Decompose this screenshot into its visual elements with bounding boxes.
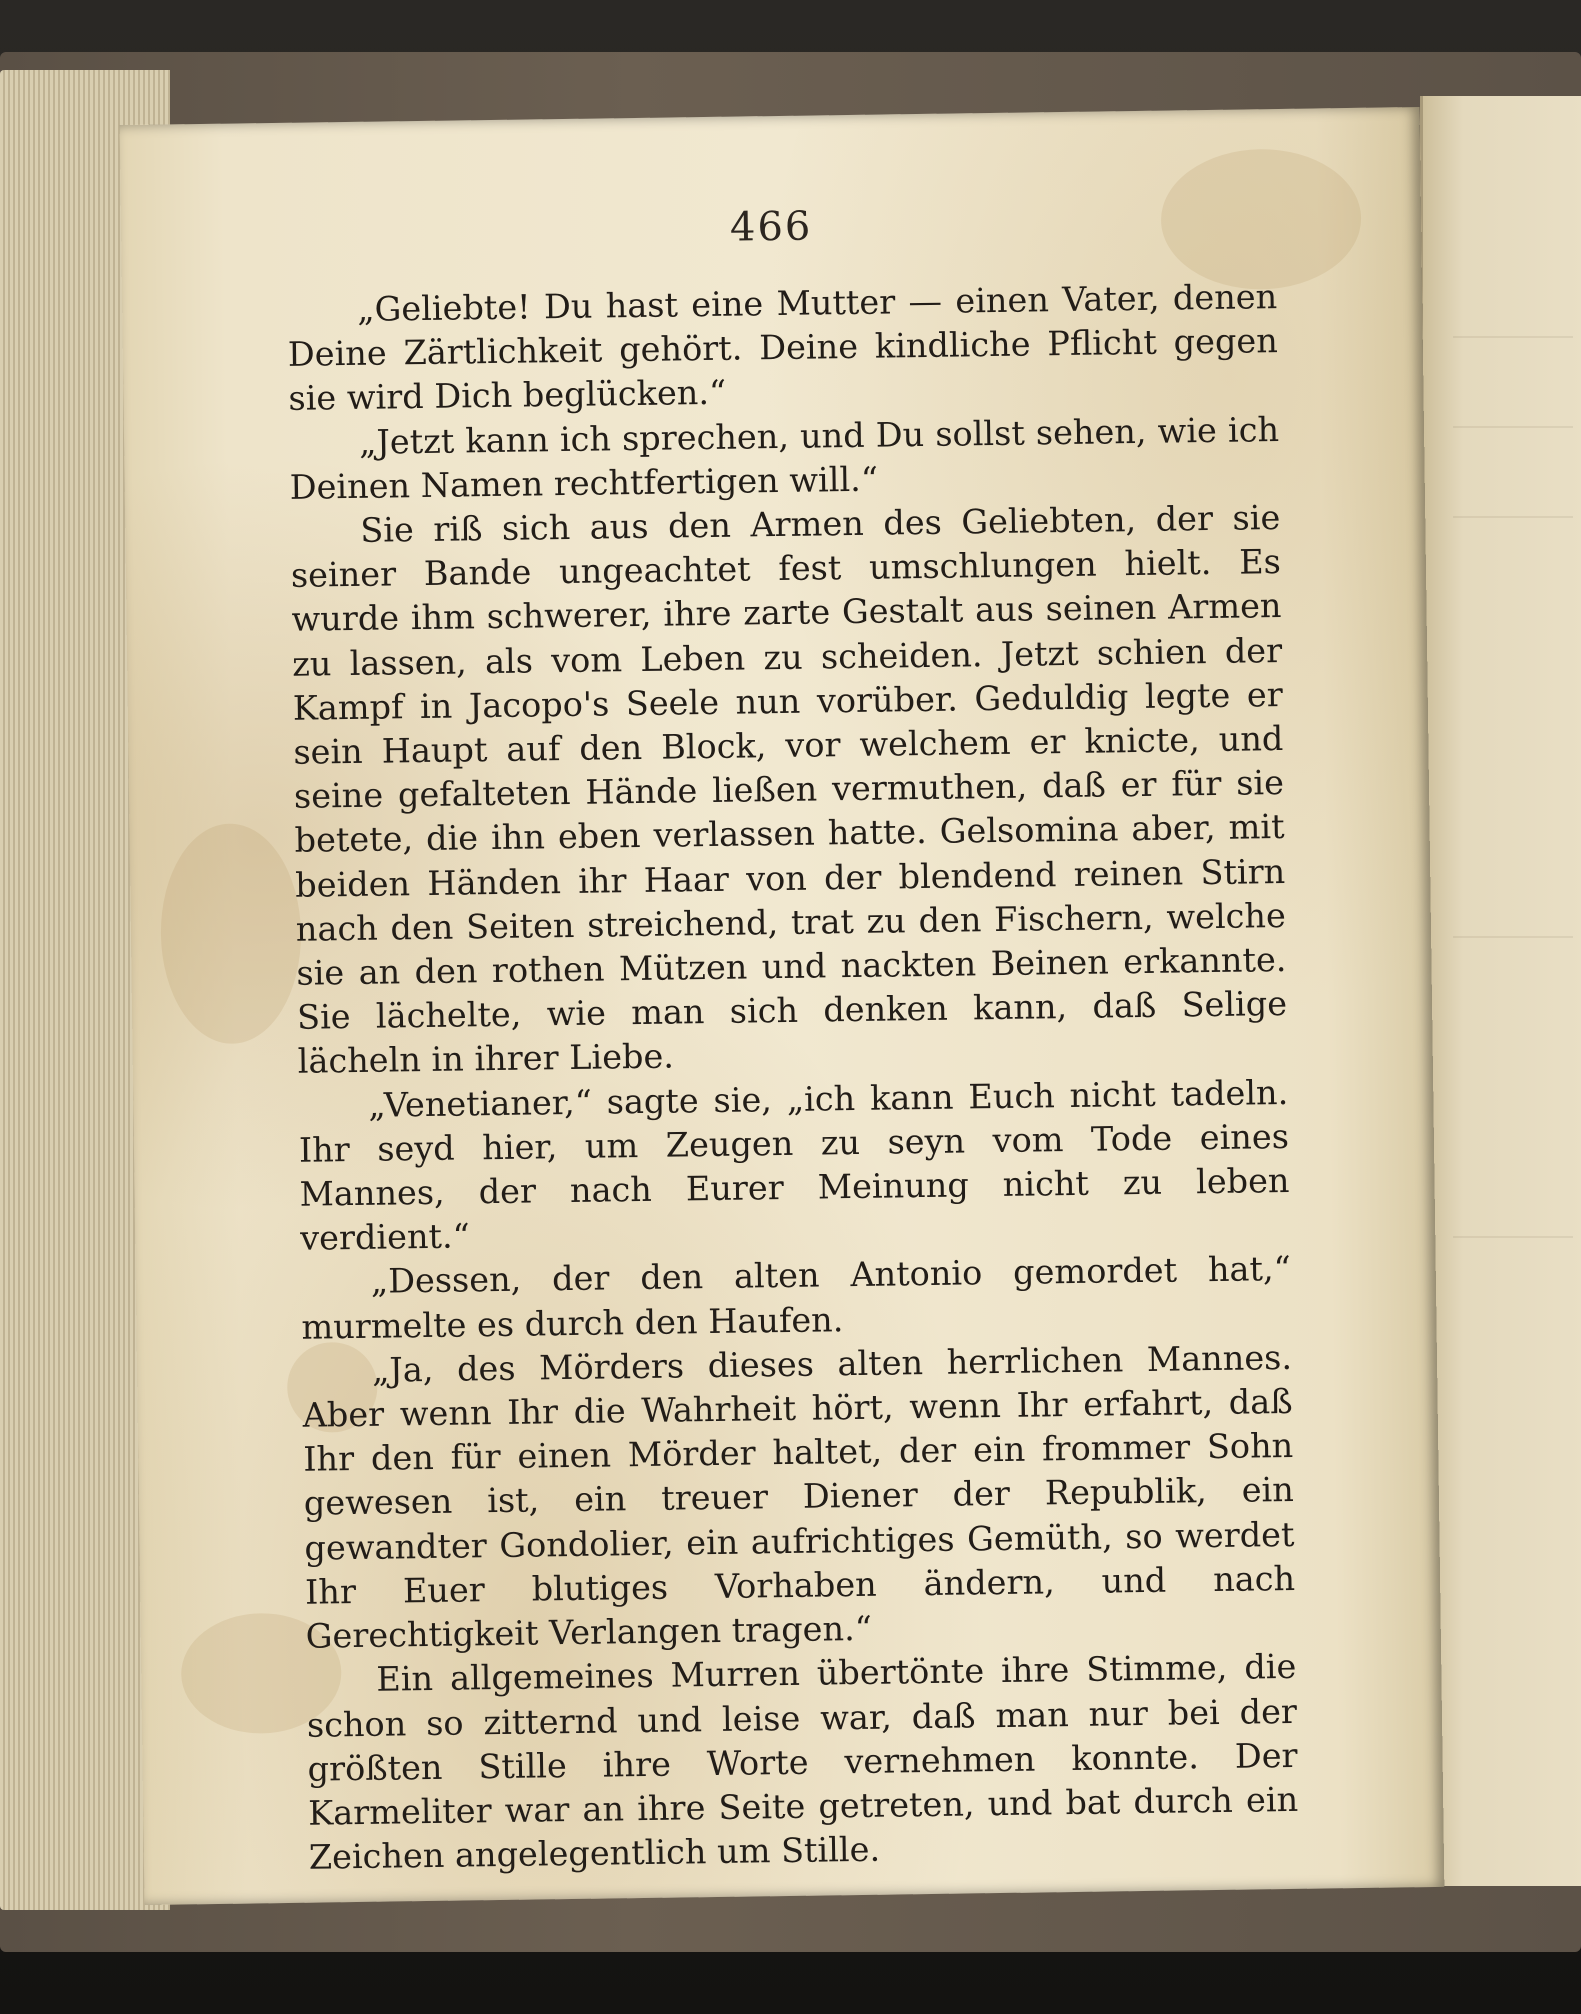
body-text bbox=[287, 275, 1299, 1880]
paragraph: „Dessen, der den alten Antonio gemordet hat,“ murmelte es durch den Haufen. bbox=[301, 1249, 1291, 1347]
paragraph: Ein allgemeines Murren übertönte ihre Stimme, die schon so zitternd und leise war, daß man nur bei der größten Stille ihre Worte vernehmen konnte. Der Karmeliter war an ihre Seite getreten, und bat durch ein Zeichen angelegentlich um Stille. bbox=[306, 1647, 1299, 1877]
paragraph: Sie riß sich aus den Armen des Geliebten, der sie seiner Bande ungeachtet fest umschlungen hielt. Es wurde ihm schwerer, ihre zarte Gestalt aus seinen Armen zu lassen, als vom Leben zu scheiden. Jetzt schien der Kampf in Jacopo's Seele nun vorüber. Geduldig legte er sein Haupt auf den Block, vor welchem er knicte, und seine gefalteten Hände ließen vermuthen, daß er für sie betete, die ihn eben verlassen hatte. Gelsomina aber, mit beiden Händen ihr Haar von der blendend reinen Stirn nach den Seiten streichend, trat zu den Fischern, welche sie an den rothen Mützen und nackten Beinen erkannte. Sie lächelte, wie man sich denken kann, daß Selige lächeln in ihrer Liebe. bbox=[290, 498, 1288, 1082]
paragraph: „Venetianer,“ sagte sie, „ich kann Euch nicht tadeln. Ihr seyd hier, um Zeugen zu seyn vom Tode eines Mannes, der nach Eurer Meinung nicht zu leben verdient.“ bbox=[298, 1072, 1290, 1259]
bleed-through-line bbox=[1453, 936, 1573, 938]
bleed-through-line bbox=[1453, 516, 1573, 518]
bleed-through-line bbox=[1453, 426, 1573, 428]
foxing-stain bbox=[159, 823, 302, 1045]
paragraph: „Jetzt kann ich sprechen, und Du sollst sehen, wie ich Deinen Namen rechtfertigen will.“ bbox=[289, 409, 1280, 507]
book-page bbox=[120, 107, 1445, 1905]
page-number: 466 bbox=[729, 203, 813, 251]
bleed-through-line bbox=[1453, 336, 1573, 338]
paragraph: „Geliebte! Du hast eine Mutter — einen Vater, denen Deine Zärtlichkeit gehört. Deine kindliche Pflicht gegen sie wird Dich beglücken.“ bbox=[287, 277, 1279, 419]
paragraph: „Ja, des Mörders dieses alten herrlichen Mannes. Aber wenn Ihr die Wahrheit hört, wenn Ihr erfahrt, daß Ihr den für einen Mörder haltet, der ein frommer Sohn gewesen ist, ein treuer Diener der Republik, ein gewandter Gondolier, ein aufrichtiges Gemüth, so werdet Ihr Euer blutiges Vorhaben ändern, und nach Gerechtigkeit Verlangen tragen.“ bbox=[302, 1337, 1296, 1656]
facing-page-edge bbox=[1420, 96, 1581, 1886]
bleed-through-line bbox=[1453, 1236, 1573, 1238]
